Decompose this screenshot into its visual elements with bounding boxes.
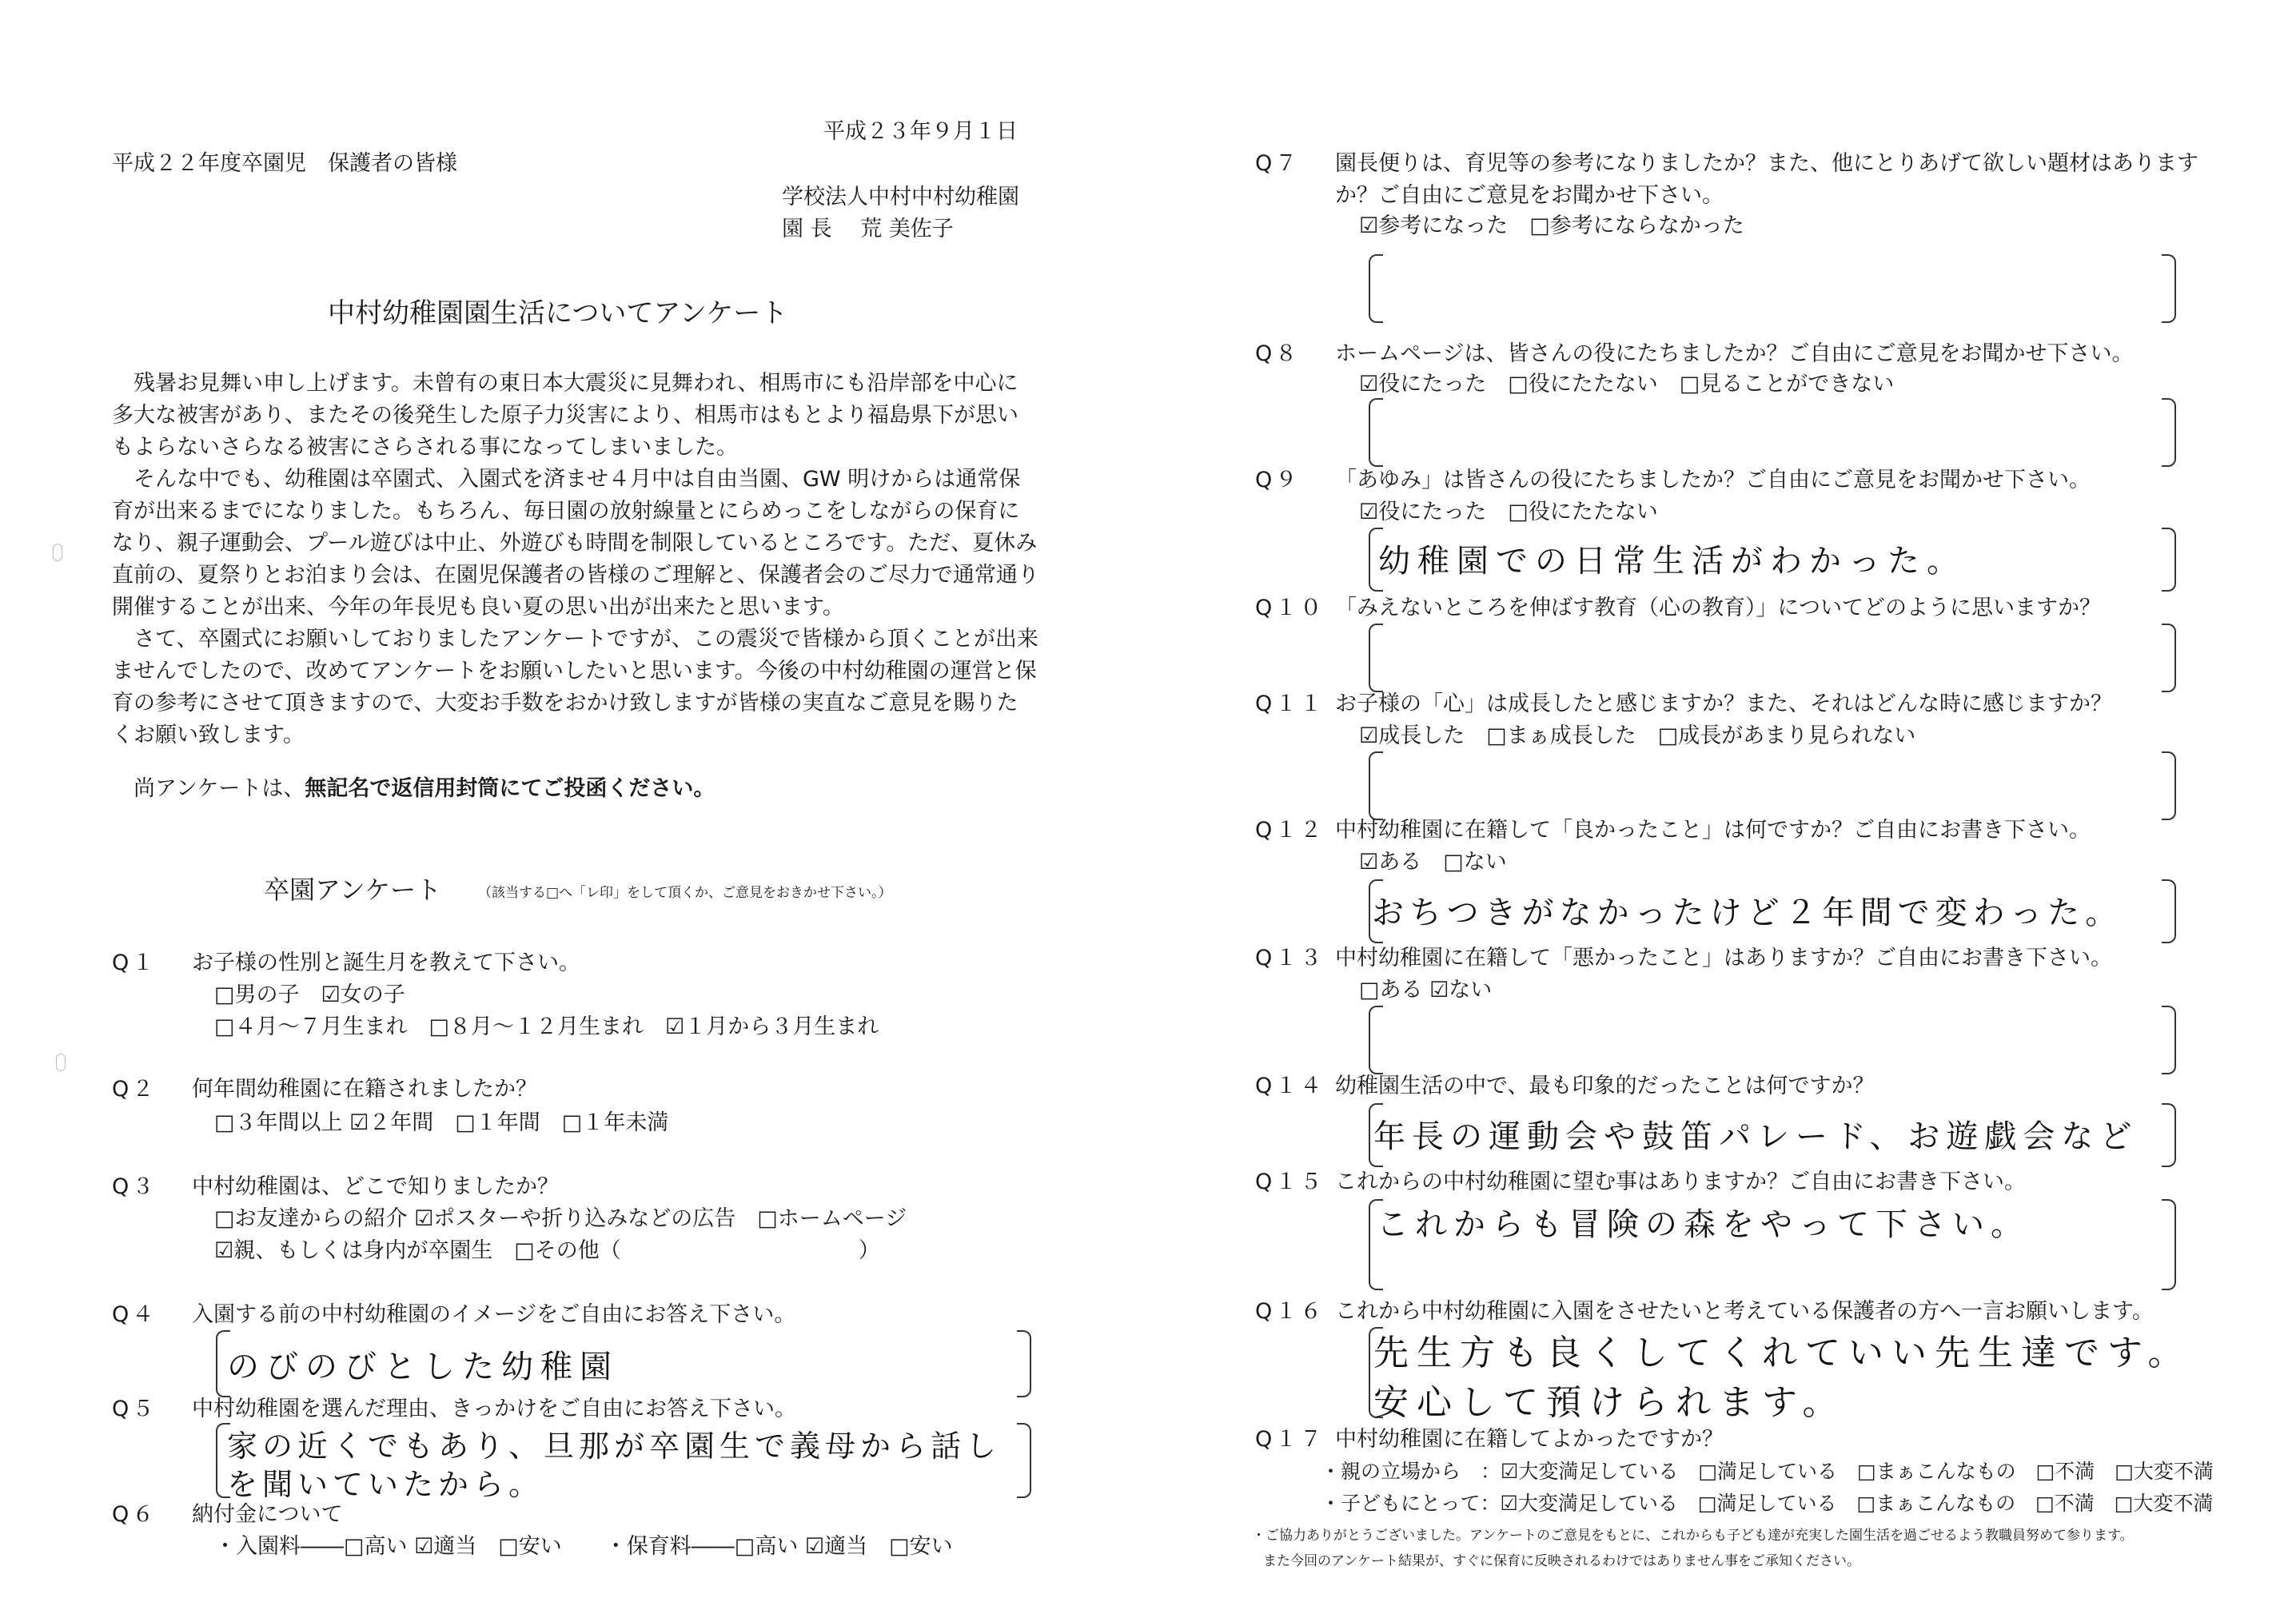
q9-number: Q９ (1255, 468, 1301, 492)
intro-paragraph-2: そんな中でも、幼稚園は卒園式、入園式を済ませ４月中は自由当園、GW 明けからは通常保育が出来るまでになりました。もちろん、毎日園の放射線量とにらめっこをしながらの保育になり、親子運動会、プール遊びは中止、外遊びも時間を制限しているところです。ただ、夏休み直前の、夏祭りとお泊まり会は、在園児保護者の皆様のご理解と、保護者会のご尽力で通常通り開催することが出来、今年の年長児も良い夏の思い出が出来たと思います。 (112, 467, 1039, 620)
q14-handwritten-answer: 年長の運動会や鼓笛パレード、お遊戯会など (1373, 1118, 2139, 1155)
q9-text: 「あゆみ」は皆さんの役にたちましたか？ご自由にご意見をお聞かせ下さい。 (1335, 468, 2091, 492)
q14-number: Q１４ (1255, 1074, 1325, 1098)
q1-options-birth[interactable]: □４月〜７月生まれ □８月〜１２月生まれ ☑１月から３月生まれ (214, 1014, 879, 1039)
footer-line-2: また今回のアンケート結果が、すぐに保育に反映されるわけではありません事をご承知ください。 (1263, 1553, 1860, 1569)
q5-text: 中村幼稚園を選んだ理由、きっかけをご自由にお答え下さい。 (192, 1397, 796, 1421)
q1-text: お子様の性別と誕生月を教えて下さい。 (192, 950, 580, 975)
school-name: 学校法人中村中村幼稚園 (782, 185, 1019, 209)
q15-answer-bracket-right (2162, 1199, 2176, 1290)
q5-number: Q５ (112, 1397, 157, 1421)
return-note (134, 774, 715, 804)
q3-options-a[interactable]: □お友達からの紹介 ☑ポスターや折り込みなどの広告 □ホームページ (214, 1206, 907, 1231)
survey-title: 卒園アンケート (264, 875, 442, 905)
q8-answer-bracket-right (2162, 398, 2176, 467)
return-note-bold: 無記名で返信用封筒にてご投函ください。 (305, 776, 716, 801)
q7-answer-bracket-right (2162, 254, 2176, 323)
q15-handwritten-answer: これからも冒険の森をやって下さい。 (1377, 1206, 2029, 1243)
survey-subtitle: （該当する□へ「レ印」をして頂くか、ご意見をおきかせ下さい。） (478, 885, 892, 901)
q7-text-line2: か？ご自由にご意見をお聞かせ下さい。 (1335, 183, 1724, 208)
scan-mark (53, 544, 62, 561)
q13-answer-bracket-left (1369, 1006, 1383, 1074)
q4-answer-bracket-right (1017, 1330, 1031, 1397)
q3-number: Q３ (112, 1174, 157, 1199)
q10-answer-bracket-right (2162, 624, 2176, 692)
q16-handwritten-answer-line2: 安心して預けられます。 (1373, 1382, 1846, 1423)
scan-mark (56, 1054, 66, 1071)
q17-options-child[interactable]: ・子どもにとって：☑大変満足している □満足している □まぁこんなもの □不満 □大変不満 (1321, 1492, 2214, 1515)
recipient: 平成２２年度卒園児 保護者の皆様 (112, 151, 457, 176)
q11-text: お子様の「心」は成長したと感じますか？また、それはどんな時に感じますか？ (1335, 691, 2112, 716)
q4-text: 入園する前の中村幼稚園のイメージをご自由にお答え下さい。 (192, 1302, 796, 1327)
q5-handwritten-answer-line1: 家の近くでもあり、旦那が卒園生で義母から話し (227, 1429, 1002, 1464)
q2-options[interactable]: □３年間以上 ☑２年間 □１年間 □１年未満 (214, 1110, 669, 1135)
q8-text: ホームページは、皆さんの役にたちましたか？ご自由にご意見をお聞かせ下さい。 (1335, 341, 2134, 366)
q12-answer-bracket-right (2162, 879, 2176, 943)
q13-number: Q１３ (1255, 946, 1325, 970)
q16-text: これから中村幼稚園に入園をさせたいと考えている保護者の方へ一言お願いします。 (1335, 1299, 2154, 1324)
q11-number: Q１１ (1255, 691, 1325, 716)
q12-text: 中村幼稚園に在籍して「良かったこと」は何ですか？ご自由にお書き下さい。 (1335, 818, 2091, 843)
q10-text: 「みえないところを伸ばす教育（心の教育）」についてどのように思いますか？ (1335, 596, 2101, 620)
q3-text: 中村幼稚園は、どこで知りましたか？ (192, 1174, 559, 1199)
q7-options[interactable]: ☑参考になった □参考にならなかった (1359, 213, 1744, 238)
q6-text: 納付金について (192, 1502, 343, 1527)
intro-paragraph-3: さて、卒園式にお願いしておりましたアンケートですが、この震災で皆様から頂くことが出来ませんでしたので、改めてアンケートをお願いしたいと思います。今後の中村幼稚園の運営と保育の参考にさせて頂きますので、大変お手数をおかけ致しますが皆様の実直なご意見を賜りたくお願い致します。 (112, 627, 1038, 747)
q10-answer-bracket-left (1369, 624, 1383, 692)
q12-options[interactable]: ☑ある □ない (1359, 850, 1507, 875)
q7-answer-bracket-left (1369, 254, 1383, 323)
q4-handwritten-answer: のびのびとした幼稚園 (227, 1349, 619, 1385)
footer-line-1: ・ご協力ありがとうございました。アンケートのご意見をもとに、これからも子ども達が充実した園生活を過ごせるよう教職員努めて参ります。 (1252, 1528, 2134, 1544)
q2-text: 何年間幼稚園に在籍されましたか？ (192, 1077, 537, 1102)
q5-handwritten-answer-line2: を聞いていたから。 (227, 1467, 544, 1502)
q13-options[interactable]: □ある ☑ない (1359, 978, 1493, 1002)
q11-answer-bracket-right (2162, 751, 2176, 820)
q7-text-line1: 園長便りは、育児等の参考になりましたか？また、他にとりあげて欲しい題材はあります (1335, 151, 2198, 176)
page-title: 中村幼稚園園生活についてアンケート (328, 297, 788, 329)
q14-answer-bracket-right (2162, 1103, 2176, 1167)
q12-number: Q１２ (1255, 818, 1325, 843)
return-note-prefix: 尚アンケートは、 (134, 776, 305, 801)
q6-options[interactable]: ・入園料――□高い ☑適当 □安い ・保育料――□高い ☑適当 □安い (214, 1534, 953, 1559)
q1-number: Q１ (112, 950, 157, 975)
intro-paragraph-1: 残暑お見舞い申し上げます。未曾有の東日本大震災に見舞われ、相馬市にも沿岸部を中心に多大な被害があり、またその後発生した原子力災害により、相馬市はもとより福島県下が思いもよらないさらなる被害にさらされる事になってしまいました。 (112, 371, 1018, 460)
intro-text (112, 368, 1039, 751)
q16-number: Q１６ (1255, 1299, 1325, 1324)
date: 平成２３年９月１日 (823, 119, 1018, 144)
q8-options[interactable]: ☑役にたった □役にたたない □見ることができない (1359, 372, 1895, 397)
q8-number: Q８ (1255, 341, 1301, 366)
q9-handwritten-answer: 幼稚園での日常生活がわかった。 (1378, 543, 1966, 580)
q6-number: Q６ (112, 1502, 157, 1527)
q4-number: Q４ (112, 1302, 157, 1327)
q17-number: Q１７ (1255, 1427, 1325, 1452)
q12-handwritten-answer: おちつきがなかったけど２年間で変わった。 (1372, 895, 2123, 931)
q17-text: 中村幼稚園に在籍してよかったですか？ (1335, 1427, 1724, 1452)
q10-number: Q１０ (1255, 596, 1325, 620)
q13-answer-bracket-right (2162, 1006, 2176, 1074)
q15-text: これからの中村幼稚園に望む事はありますか？ご自由にお書き下さい。 (1335, 1170, 2026, 1194)
q7-number: Q７ (1255, 151, 1301, 176)
q16-handwritten-answer-line1: 先生方も良くしてくれていい先生達です。 (1373, 1333, 2191, 1373)
q11-answer-bracket-left (1369, 751, 1383, 820)
q13-text: 中村幼稚園に在籍して「悪かったこと」はありますか？ご自由にお書き下さい。 (1335, 946, 2112, 970)
q11-options[interactable]: ☑成長した □まぁ成長した □成長があまり見られない (1359, 723, 1916, 748)
q9-answer-bracket-right (2162, 528, 2176, 592)
q8-answer-bracket-left (1369, 398, 1383, 467)
q15-number: Q１５ (1255, 1170, 1325, 1194)
q3-options-b[interactable]: ☑親、もしくは身内が卒園生 □その他（ ） (214, 1238, 880, 1263)
q17-options-parent[interactable]: ・親の立場から ：☑大変満足している □満足している □まぁこんなもの □不満 □大変不満 (1321, 1460, 2214, 1483)
q2-number: Q２ (112, 1077, 157, 1102)
principal-name: 園 長 荒 美佐子 (782, 217, 954, 241)
q14-text: 幼稚園生活の中で、最も印象的だったことは何ですか？ (1335, 1074, 1875, 1098)
q1-options-gender[interactable]: □男の子 ☑女の子 (214, 982, 405, 1007)
q5-answer-bracket-right (1017, 1423, 1031, 1498)
q9-options[interactable]: ☑役にたった □役にたたない (1359, 500, 1658, 524)
